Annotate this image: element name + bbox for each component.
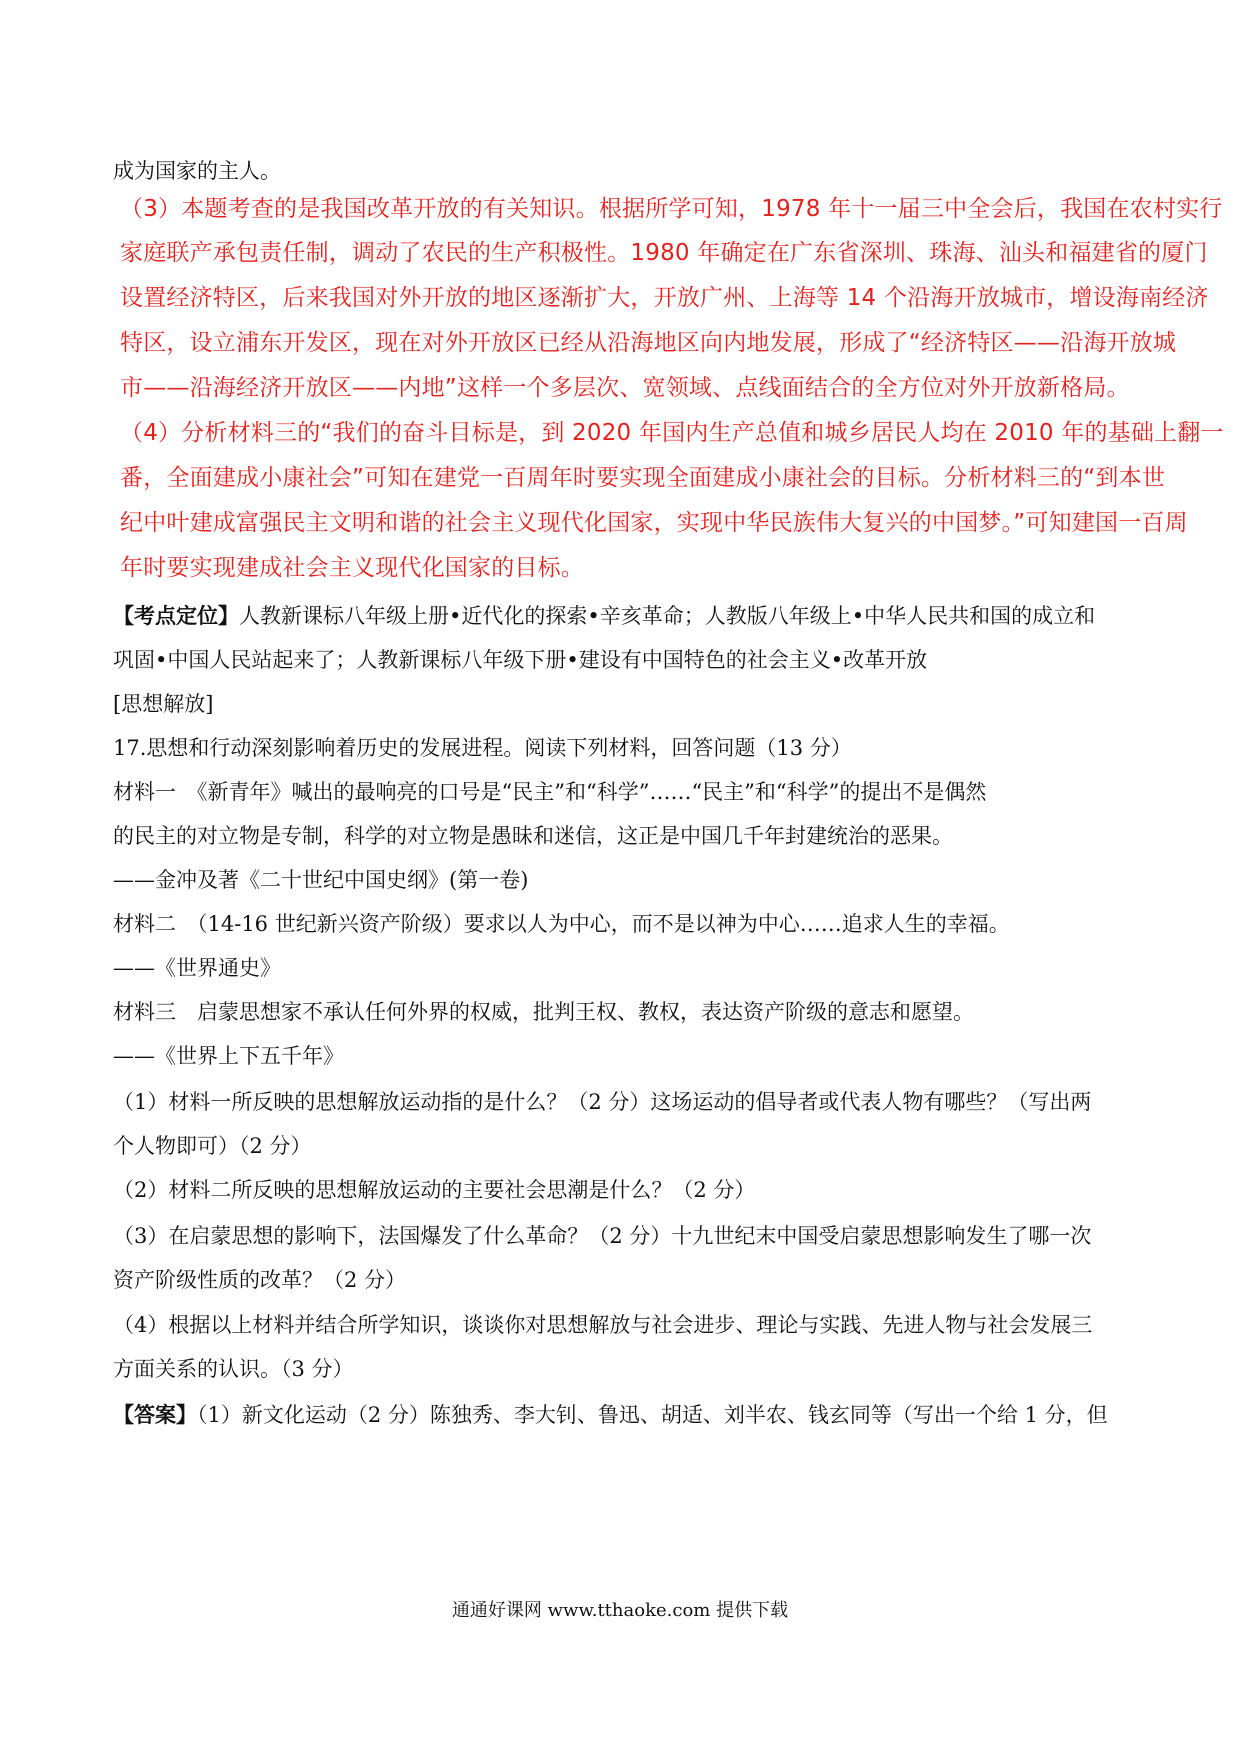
- material-source: ——《世界通史》: [113, 956, 281, 980]
- question-part: （2）材料二所反映的思想解放运动的主要社会思潮是什么？（2 分）: [113, 1178, 756, 1202]
- section-tag: [思想解放]: [113, 692, 214, 716]
- material-source: ——《世界上下五千年》: [113, 1044, 344, 1068]
- material-text: 材料二 （14-16 世纪新兴资产阶级）要求以人为中心，而不是以神为中心……追求人生的幸福。: [113, 912, 1010, 936]
- answer-line: [113, 1400, 1153, 1430]
- text-line: 巩固•中国人民站起来了；人教新课标八年级下册•建设有中国特色的社会主义•改革开放: [113, 648, 928, 672]
- answer-label: 【答案】: [113, 1402, 197, 1427]
- question-part: 方面关系的认识。（3 分）: [113, 1357, 354, 1381]
- question-part: 资产阶级性质的改革？（2 分）: [113, 1268, 407, 1292]
- answer-text-red: （4）分析材料三的“我们的奋斗目标是，到 2020 年国内生产总值和城乡居民人均在 2010 年的基础上翻一: [120, 420, 1224, 446]
- kaodian-label: 【考点定位】: [113, 603, 239, 628]
- material-source: ——金冲及著《二十世纪中国史纲》(第一卷): [113, 868, 529, 892]
- question-part: （1）材料一所反映的思想解放运动指的是什么？（2 分）这场运动的倡导者或代表人物有哪些？（写出两: [113, 1090, 1092, 1114]
- answer-text: （1）新文化运动（2 分）陈独秀、李大钊、鲁迅、胡适、刘半农、钱玄同等（写出一个给 1 分，但: [197, 1403, 1108, 1427]
- material-text: 材料三 启蒙思想家不承认任何外界的权威，批判王权、教权，表达资产阶级的意志和愿望。: [113, 1000, 974, 1024]
- kaodian-text: 人教新课标八年级上册•近代化的探索•辛亥革命；人教版八年级上•中华人民共和国的成立和: [239, 604, 1096, 628]
- text-line: 成为国家的主人。: [113, 159, 281, 183]
- answer-text-red: 纪中叶建成富强民主文明和谐的社会主义现代化国家，实现中华民族伟大复兴的中国梦。”可知建国一百周: [120, 510, 1188, 536]
- answer-text-red: 特区，设立浦东开发区，现在对外开放区已经从沿海地区向内地发展，形成了“经济特区——沿海开放城: [120, 330, 1177, 356]
- question-stem: 17.思想和行动深刻影响着历史的发展进程。阅读下列材料，回答问题（13 分）: [113, 736, 852, 760]
- kaodian-line: [113, 601, 1153, 631]
- answer-text-red: 设置经济特区，后来我国对外开放的地区逐渐扩大，开放广州、上海等 14 个沿海开放城市，增设海南经济: [120, 285, 1209, 311]
- answer-text-red: 年时要实现建成社会主义现代化国家的目标。: [120, 555, 584, 581]
- material-text: 材料一 《新青年》喊出的最响亮的口号是“民主”和“科学”……“民主”和“科学”的提出不是偶然: [113, 780, 987, 804]
- question-part: （3）在启蒙思想的影响下，法国爆发了什么革命？（2 分）十九世纪末中国受启蒙思想影响发生了哪一次: [113, 1224, 1092, 1248]
- answer-text-red: （3）本题考查的是我国改革开放的有关知识。根据所学可知，1978 年十一届三中全会后，我国在农村实行: [120, 196, 1223, 222]
- answer-text-red: 番，全面建成小康社会”可知在建党一百周年时要实现全面建成小康社会的目标。分析材料三的“到本世: [120, 465, 1166, 491]
- page-footer: 通通好课网 www.tthaoke.com 提供下载: [451, 1600, 789, 1621]
- question-part: （4）根据以上材料并结合所学知识，谈谈你对思想解放与社会进步、理论与实践、先进人物与社会发展三: [113, 1313, 1093, 1337]
- question-part: 个人物即可）（2 分）: [113, 1134, 312, 1158]
- material-text: 的民主的对立物是专制，科学的对立物是愚昧和迷信，这正是中国几千年封建统治的恶果。: [113, 824, 953, 848]
- answer-text-red: 家庭联产承包责任制，调动了农民的生产积极性。1980 年确定在广东省深圳、珠海、汕头和福建省的厦门: [120, 240, 1208, 266]
- answer-text-red: 市——沿海经济开放区——内地”这样一个多层次、宽领域、点线面结合的全方位对外开放新格局。: [120, 375, 1130, 401]
